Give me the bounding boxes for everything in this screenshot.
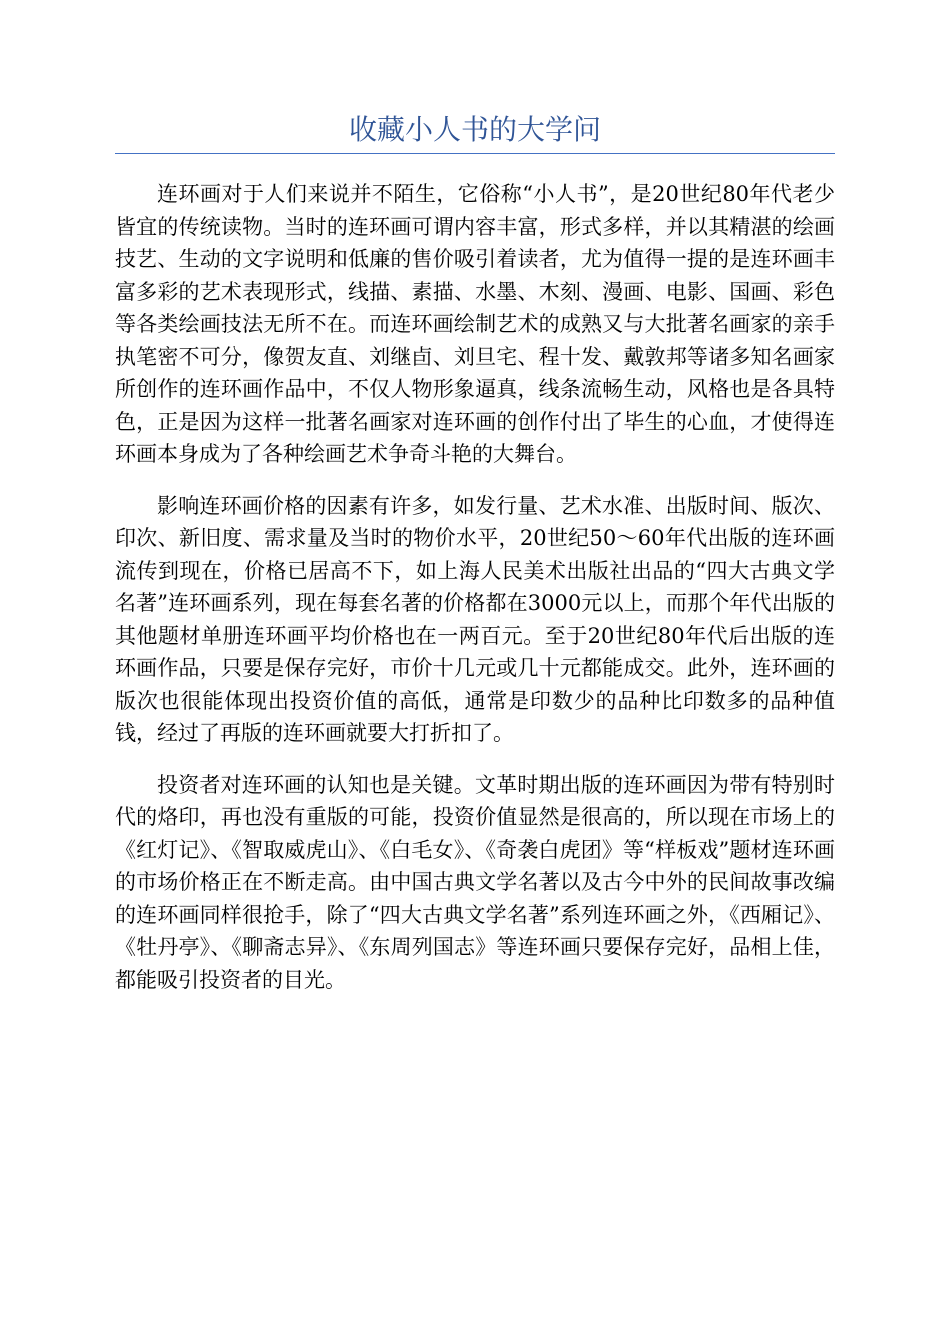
article-body — [115, 178, 835, 1015]
paragraph-1: 连环画对于人们来说并不陌生，它俗称“小人书”，是20世纪80年代老少皆宜的传统读物。当时的连环画可谓内容丰富，形式多样，并以其精湛的绘画技艺、生动的文字说明和低廉的售价吸引着读者，尤为值得一提的是连环画丰富多彩的艺术表现形式，线描、素描、水墨、木刻、漫画、电影、国画、彩色等各类绘画技法无所不在。而连环画绘制艺术的成熟又与大批著名画家的亲手执笔密不可分，像贺友直、刘继卣、刘旦宅、程十发、戴敦邦等诸多知名画家所创作的连环画作品中，不仅人物形象逼真，线条流畅生动，风格也是各具特色，正是因为这样一批著名画家对连环画的创作付出了毕生的心血，才使得连环画本身成为了各种绘画艺术争奇斗艳的大舞台。 — [115, 182, 835, 466]
paragraph-2: 影响连环画价格的因素有许多，如发行量、艺术水准、出版时间、版次、印次、新旧度、需求量及当时的物价水平，20世纪50～60年代出版的连环画流传到现在，价格已居高不下，如上海人民美术出版社出品的“四大古典文学名著”连环画系列，现在每套名著的价格都在3000元以上，而那个年代出版的其他题材单册连环画平均价格也在一两百元。至于20世纪80年代后出版的连环画作品，只要是保存完好，市价十几元或几十元都能成交。此外，连环画的版次也很能体现出投资价值的高低，通常是印数少的品种比印数多的品种值钱，经过了再版的连环画就要大打折扣了。 — [115, 493, 835, 745]
paragraph-3: 投资者对连环画的认知也是关键。文革时期出版的连环画因为带有特别时代的烙印，再也没有重版的可能，投资价值显然是很高的，所以现在市场上的《红灯记》、《智取威虎山》、《白毛女》、《奇袭白虎团》等“样板戏”题材连环画的市场价格正在不断走高。由中国古典文学名著以及古今中外的民间故事改编的连环画同样很抢手，除了“四大古典文学名著”系列连环画之外，《西厢记》、《牡丹亭》、《聊斋志异》、《东周列国志》等连环画只要保存完好，品相上佳，都能吸引投资者的目光。 — [115, 772, 835, 992]
page-title: 收藏小人书的大学问 — [348, 113, 601, 146]
title-underline — [115, 153, 835, 154]
